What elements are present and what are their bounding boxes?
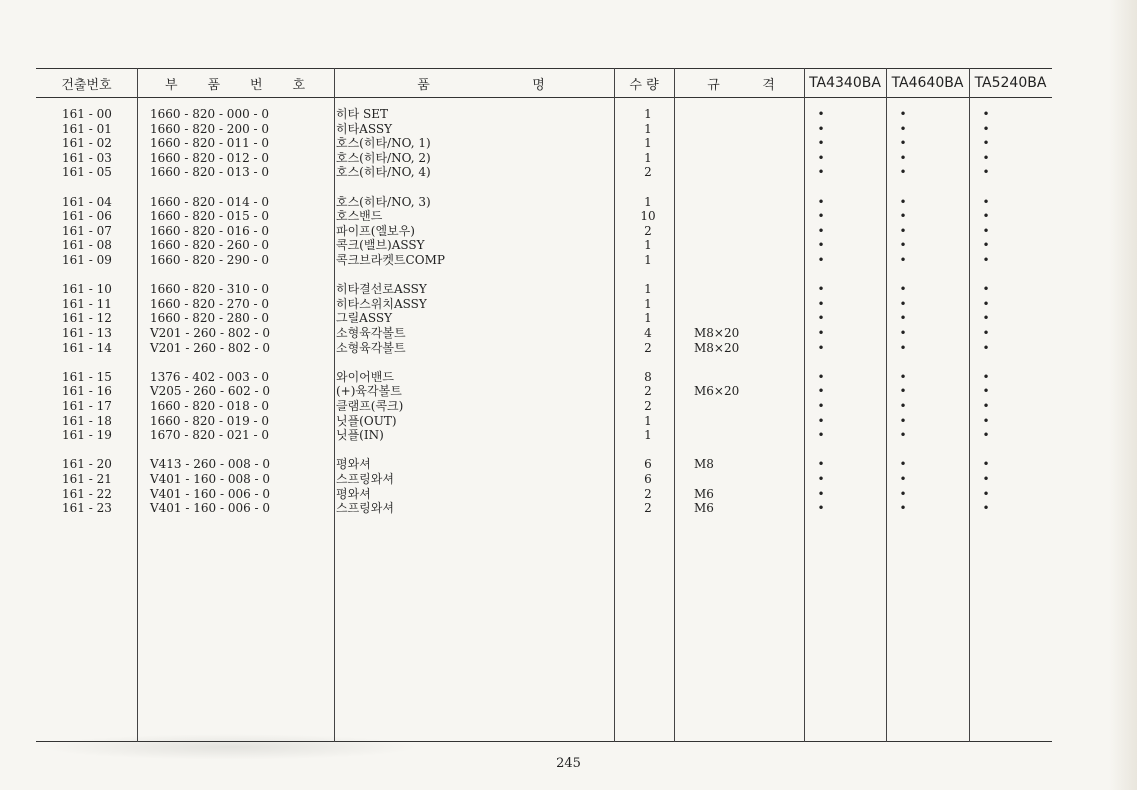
table-row [36, 341, 1052, 356]
part-name-cell: (+)육각볼트 [336, 384, 402, 399]
header-quantity: 수 량 [629, 77, 659, 93]
model-ta4640ba-mark: • [899, 384, 907, 399]
model-ta4340ba-mark: • [817, 107, 825, 121]
quantity-cell: 2 [644, 223, 652, 238]
item-number-cell: 161 - 16 [62, 384, 112, 399]
part-number-cell: 1660 - 820 - 014 - 0 [150, 194, 270, 209]
model-ta4340ba-mark: • [817, 428, 825, 443]
table-row [36, 297, 1052, 312]
spec-cell: M6 [694, 501, 714, 516]
model-ta5240ba-mark: • [982, 282, 990, 297]
model-ta4640ba-mark: • [899, 413, 907, 428]
model-ta4640ba-mark: • [899, 209, 907, 224]
model-ta5240ba-mark: • [982, 428, 990, 443]
table-row [36, 165, 1052, 180]
model-ta4640ba-mark: • [899, 311, 907, 326]
quantity-cell: 2 [644, 399, 652, 413]
table-row [36, 122, 1052, 137]
model-ta4340ba-mark: • [817, 369, 825, 384]
part-name-cell: 클램프(콕크) [336, 399, 404, 413]
model-ta5240ba-mark: • [982, 194, 990, 209]
part-number-cell: 1660 - 820 - 016 - 0 [150, 223, 270, 238]
model-ta5240ba-mark: • [982, 501, 990, 516]
table-bottom-rule [36, 741, 1052, 742]
table-row [36, 107, 1052, 122]
quantity-cell: 2 [644, 165, 652, 180]
spec-cell: M6 [694, 486, 714, 501]
header-model-ta5240ba: TA5240BA [974, 75, 1047, 91]
part-name-cell: 히타 SET [336, 107, 388, 121]
model-ta4340ba-mark: • [817, 413, 825, 428]
part-name-cell: 그릴ASSY [336, 311, 393, 326]
model-ta5240ba-mark: • [982, 399, 990, 413]
table-row [36, 209, 1052, 224]
model-ta4640ba-mark: • [899, 107, 907, 121]
model-ta4640ba-mark: • [899, 223, 907, 238]
part-name-cell: 호스밴드 [336, 209, 383, 224]
part-number-cell: 1660 - 820 - 200 - 0 [150, 121, 270, 136]
model-ta5240ba-mark: • [982, 486, 990, 501]
quantity-cell: 1 [644, 311, 652, 326]
item-number-cell: 161 - 22 [62, 486, 112, 501]
part-number-cell: 1670 - 820 - 021 - 0 [150, 428, 270, 443]
part-name-cell: 콕크브라켓트COMP [336, 253, 445, 267]
model-ta4340ba-mark: • [817, 209, 825, 224]
quantity-cell: 2 [644, 384, 652, 399]
table-row [36, 253, 1052, 268]
part-number-cell: 1660 - 820 - 013 - 0 [150, 165, 270, 180]
model-ta4340ba-mark: • [817, 384, 825, 399]
model-ta4340ba-mark: • [817, 340, 825, 355]
part-name-cell: 평와셔 [336, 486, 371, 501]
part-name-cell: 호스(히타/NO, 4) [336, 165, 431, 180]
model-ta5240ba-mark: • [982, 121, 990, 136]
part-number-cell: 1660 - 820 - 310 - 0 [150, 282, 270, 297]
model-ta5240ba-mark: • [982, 238, 990, 253]
item-number-cell: 161 - 05 [62, 165, 112, 180]
quantity-cell: 8 [644, 369, 652, 384]
item-number-cell: 161 - 20 [62, 457, 112, 472]
model-ta4640ba-mark: • [899, 121, 907, 136]
part-name-cell: 호스(히타/NO, 3) [336, 194, 431, 209]
item-number-cell: 161 - 12 [62, 311, 112, 326]
header-part-char: 부 [164, 77, 178, 93]
table-row [36, 224, 1052, 239]
header-part-number [150, 68, 320, 98]
model-ta5240ba-mark: • [982, 413, 990, 428]
model-ta4640ba-mark: • [899, 165, 907, 180]
model-ta4640ba-mark: • [899, 340, 907, 355]
model-ta5240ba-mark: • [982, 165, 990, 180]
table-row [36, 399, 1052, 414]
model-ta5240ba-mark: • [982, 209, 990, 224]
table-row [36, 282, 1052, 297]
header-name-char: 명 [532, 77, 545, 93]
model-ta4340ba-mark: • [817, 194, 825, 209]
spec-cell: M8 [694, 457, 714, 472]
item-number-cell: 161 - 02 [62, 136, 112, 151]
model-ta4340ba-mark: • [817, 311, 825, 326]
part-name-cell: 닛플(IN) [336, 428, 384, 443]
header-spec-char: 규 [707, 77, 720, 93]
page-number: 245 [556, 756, 581, 771]
model-ta4340ba-mark: • [817, 223, 825, 238]
item-number-cell: 161 - 01 [62, 121, 112, 136]
quantity-cell: 10 [640, 209, 656, 224]
item-number-cell: 161 - 09 [62, 253, 112, 267]
part-name-cell: 평와셔 [336, 457, 371, 472]
model-ta4640ba-mark: • [899, 238, 907, 253]
quantity-cell: 4 [644, 326, 652, 340]
quantity-cell: 1 [644, 428, 652, 443]
part-name-cell: 소형육각볼트 [336, 326, 406, 340]
quantity-cell: 2 [644, 501, 652, 516]
model-ta5240ba-mark: • [982, 340, 990, 355]
model-ta4640ba-mark: • [899, 486, 907, 501]
model-ta4640ba-mark: • [899, 326, 907, 340]
model-ta4640ba-mark: • [899, 194, 907, 209]
quantity-cell: 1 [644, 296, 652, 311]
part-number-cell: 1660 - 820 - 000 - 0 [150, 107, 270, 121]
header-item-no: 건출번호 [61, 77, 112, 93]
quantity-cell: 1 [644, 253, 652, 267]
model-ta4340ba-mark: • [817, 296, 825, 311]
quantity-cell: 2 [644, 486, 652, 501]
table-row [36, 472, 1052, 487]
spec-cell: M8×20 [694, 340, 740, 355]
model-ta4640ba-mark: • [899, 136, 907, 151]
model-ta4340ba-mark: • [817, 501, 825, 516]
item-number-cell: 161 - 21 [62, 472, 112, 486]
header-part-name [366, 68, 596, 98]
part-number-cell: V401 - 160 - 006 - 0 [150, 501, 271, 516]
quantity-cell: 1 [644, 238, 652, 253]
part-number-cell: 1660 - 820 - 270 - 0 [150, 296, 270, 311]
table-row [36, 457, 1052, 472]
model-ta5240ba-mark: • [982, 107, 990, 121]
item-number-cell: 161 - 03 [62, 150, 112, 165]
part-number-cell: 1660 - 820 - 015 - 0 [150, 209, 270, 224]
model-ta4640ba-mark: • [899, 150, 907, 165]
table-row [36, 501, 1052, 516]
part-number-cell: 1660 - 820 - 019 - 0 [150, 413, 270, 428]
quantity-cell: 1 [644, 413, 652, 428]
table-row [36, 311, 1052, 326]
part-number-cell: 1660 - 820 - 290 - 0 [150, 253, 270, 267]
model-ta4340ba-mark: • [817, 121, 825, 136]
table-row [36, 487, 1052, 502]
part-number-cell: V205 - 260 - 602 - 0 [150, 384, 271, 399]
model-ta4640ba-mark: • [899, 457, 907, 472]
part-number-cell: V201 - 260 - 802 - 0 [150, 326, 271, 340]
model-ta5240ba-mark: • [982, 223, 990, 238]
quantity-cell: 1 [644, 194, 652, 209]
model-ta4340ba-mark: • [817, 457, 825, 472]
model-ta4640ba-mark: • [899, 399, 907, 413]
model-ta5240ba-mark: • [982, 136, 990, 151]
item-number-cell: 161 - 23 [62, 501, 112, 516]
part-number-cell: 1660 - 820 - 018 - 0 [150, 399, 270, 413]
model-ta4340ba-mark: • [817, 238, 825, 253]
header-part-char: 품 [207, 77, 221, 93]
part-name-cell: 히타결선로ASSY [336, 282, 427, 297]
part-number-cell: 1660 - 820 - 012 - 0 [150, 150, 270, 165]
table-row [36, 428, 1052, 443]
quantity-cell: 1 [644, 107, 652, 121]
quantity-cell: 2 [644, 340, 652, 355]
model-ta4340ba-mark: • [817, 253, 825, 267]
model-ta4340ba-mark: • [817, 282, 825, 297]
part-number-cell: 1660 - 820 - 011 - 0 [150, 136, 270, 151]
model-ta4340ba-mark: • [817, 165, 825, 180]
model-ta4640ba-mark: • [899, 282, 907, 297]
header-spec-char: 격 [762, 77, 775, 93]
item-number-cell: 161 - 04 [62, 194, 112, 209]
model-ta4340ba-mark: • [817, 399, 825, 413]
part-name-cell: 닛플(OUT) [336, 413, 397, 428]
part-number-cell: V401 - 160 - 006 - 0 [150, 486, 271, 501]
item-number-cell: 161 - 18 [62, 413, 112, 428]
model-ta4640ba-mark: • [899, 253, 907, 267]
part-number-cell: 1660 - 820 - 260 - 0 [150, 238, 270, 253]
model-ta5240ba-mark: • [982, 253, 990, 267]
part-number-cell: 1660 - 820 - 280 - 0 [150, 311, 270, 326]
quantity-cell: 1 [644, 121, 652, 136]
item-number-cell: 161 - 14 [62, 340, 112, 355]
model-ta4640ba-mark: • [899, 472, 907, 486]
model-ta5240ba-mark: • [982, 369, 990, 384]
parts-table [36, 68, 1052, 742]
item-number-cell: 161 - 15 [62, 369, 112, 384]
item-number-cell: 161 - 07 [62, 223, 112, 238]
table-row [36, 195, 1052, 210]
table-row [36, 326, 1052, 341]
part-number-cell: V201 - 260 - 802 - 0 [150, 340, 271, 355]
model-ta5240ba-mark: • [982, 472, 990, 486]
part-number-cell: 1376 - 402 - 003 - 0 [150, 369, 270, 384]
part-name-cell: 소형육각볼트 [336, 340, 406, 355]
item-number-cell: 161 - 06 [62, 209, 112, 224]
table-row [36, 384, 1052, 399]
model-ta4640ba-mark: • [899, 428, 907, 443]
model-ta5240ba-mark: • [982, 150, 990, 165]
quantity-cell: 1 [644, 136, 652, 151]
spec-cell: M6×20 [694, 384, 740, 399]
table-row [36, 238, 1052, 253]
quantity-cell: 1 [644, 282, 652, 297]
model-ta5240ba-mark: • [982, 457, 990, 472]
table-row [36, 151, 1052, 166]
part-number-cell: V413 - 260 - 008 - 0 [150, 457, 271, 472]
table-row [36, 370, 1052, 385]
part-name-cell: 스프링와셔 [336, 501, 394, 516]
item-number-cell: 161 - 00 [62, 107, 112, 121]
spec-cell: M8×20 [694, 326, 740, 340]
model-ta4640ba-mark: • [899, 369, 907, 384]
header-part-char: 호 [292, 77, 306, 93]
model-ta5240ba-mark: • [982, 384, 990, 399]
model-ta5240ba-mark: • [982, 311, 990, 326]
model-ta4640ba-mark: • [899, 501, 907, 516]
part-name-cell: 스프링와셔 [336, 472, 394, 486]
item-number-cell: 161 - 08 [62, 238, 112, 253]
header-spec [686, 68, 796, 98]
part-name-cell: 호스(히타/NO, 2) [336, 150, 431, 165]
model-ta5240ba-mark: • [982, 296, 990, 311]
quantity-cell: 6 [644, 457, 652, 472]
quantity-cell: 6 [644, 472, 652, 486]
model-ta4340ba-mark: • [817, 486, 825, 501]
model-ta4340ba-mark: • [817, 326, 825, 340]
header-name-char: 품 [417, 77, 430, 93]
item-number-cell: 161 - 11 [62, 296, 112, 311]
item-number-cell: 161 - 13 [62, 326, 112, 340]
quantity-cell: 1 [644, 150, 652, 165]
part-name-cell: 콕크(밸브)ASSY [336, 238, 425, 253]
model-ta4340ba-mark: • [817, 136, 825, 151]
item-number-cell: 161 - 19 [62, 428, 112, 443]
part-name-cell: 히타스위치ASSY [336, 296, 427, 311]
part-name-cell: 와이어밴드 [336, 369, 394, 384]
part-name-cell: 파이프(엘보우) [336, 223, 415, 238]
page-edge-shadow [1109, 0, 1137, 790]
model-ta4640ba-mark: • [899, 296, 907, 311]
model-ta5240ba-mark: • [982, 326, 990, 340]
part-name-cell: 호스(히타/NO, 1) [336, 136, 431, 151]
table-row [36, 136, 1052, 151]
header-model-ta4640ba: TA4640BA [891, 75, 964, 91]
part-number-cell: V401 - 160 - 008 - 0 [150, 472, 271, 486]
header-model-ta4340ba: TA4340BA [809, 75, 881, 91]
table-row [36, 414, 1052, 429]
item-number-cell: 161 - 17 [62, 399, 112, 413]
item-number-cell: 161 - 10 [62, 282, 112, 297]
header-part-char: 번 [249, 77, 263, 93]
part-name-cell: 히타ASSY [336, 121, 393, 136]
model-ta4340ba-mark: • [817, 150, 825, 165]
model-ta4340ba-mark: • [817, 472, 825, 486]
